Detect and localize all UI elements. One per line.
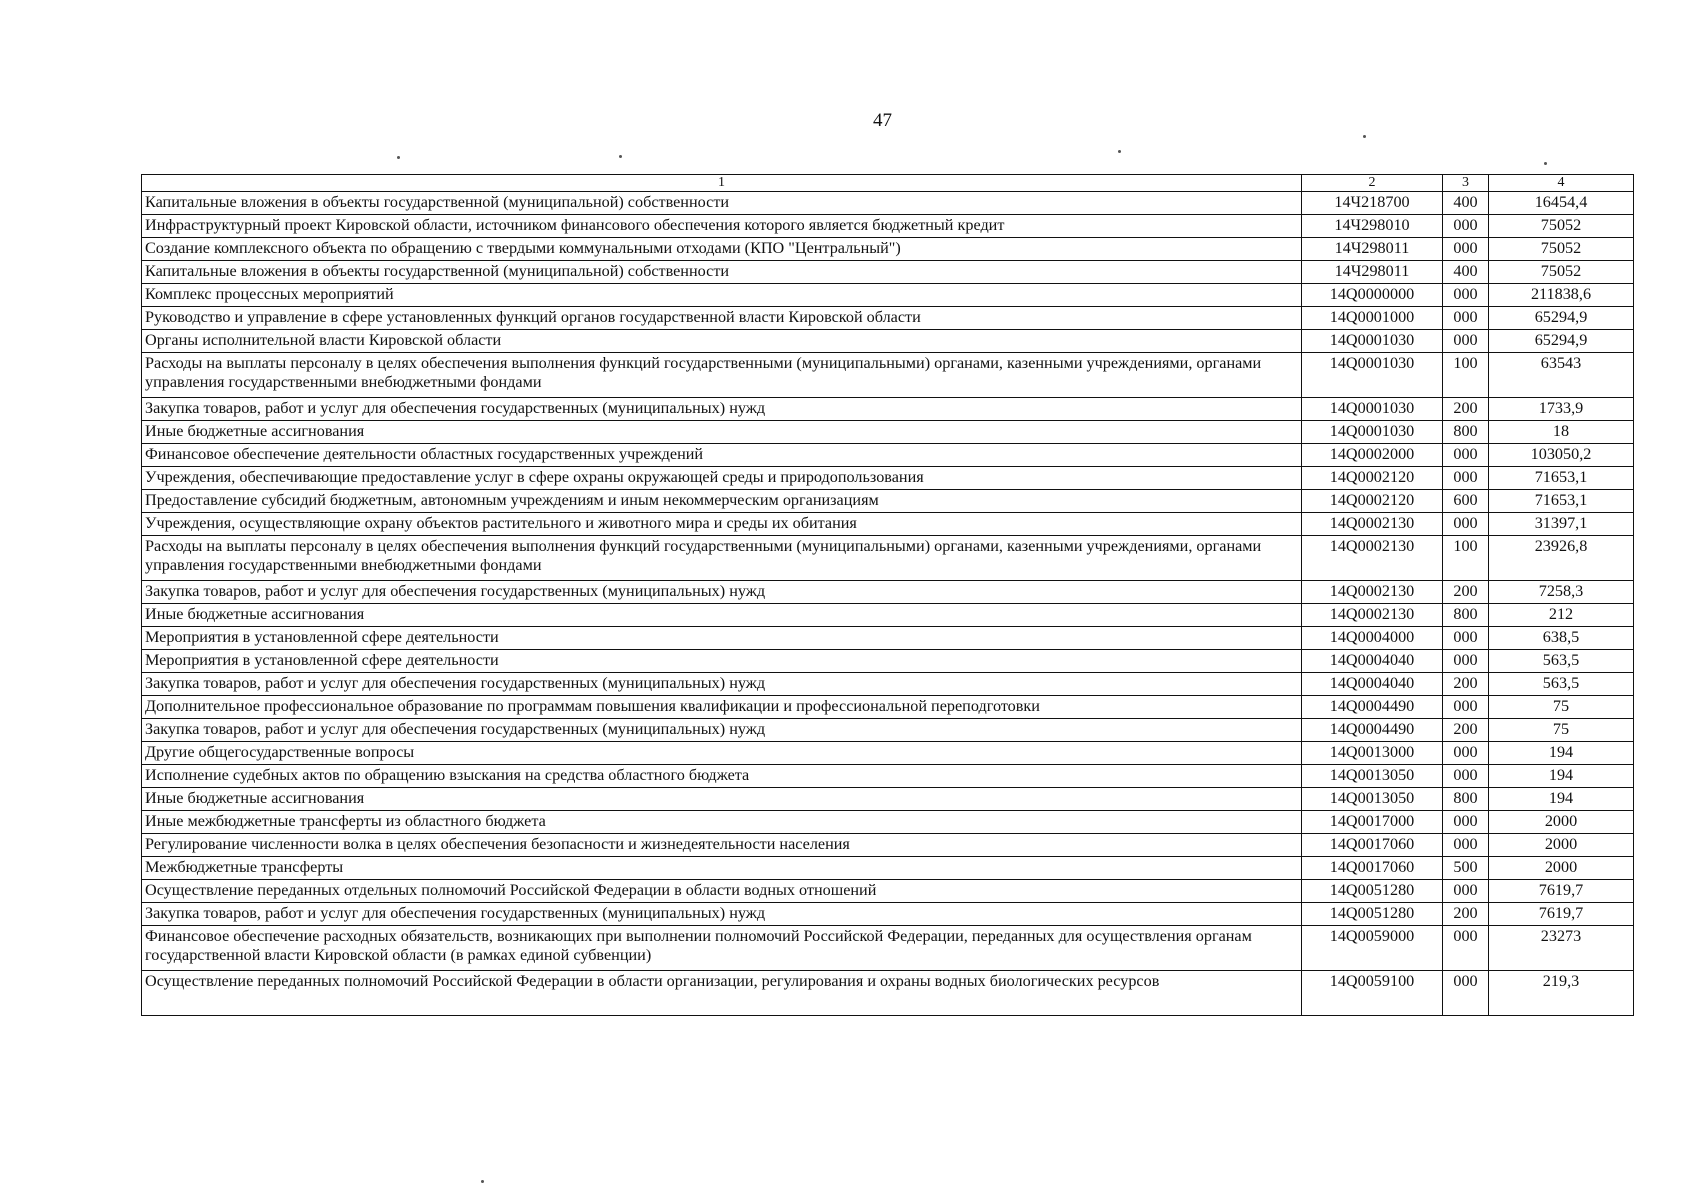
row-name-cell: Закупка товаров, работ и услуг для обеспечения государственных (муниципальных) нужд (142, 719, 1302, 742)
row-amount-cell: 194 (1489, 765, 1634, 788)
row-amount-cell: 31397,1 (1489, 513, 1634, 536)
row-code-cell: 14Q0001030 (1302, 330, 1443, 353)
row-amount-cell: 563,5 (1489, 650, 1634, 673)
row-name-cell: Регулирование численности волка в целях обеспечения безопасности и жизнедеятельности населения (142, 834, 1302, 857)
table-row (142, 307, 1634, 330)
row-amount-cell: 71653,1 (1489, 467, 1634, 490)
row-name-cell: Учреждения, осуществляющие охрану объектов растительного и животного мира и среды их обитания (142, 513, 1302, 536)
table-row (142, 719, 1634, 742)
row-expense-type-cell: 000 (1443, 834, 1489, 857)
table-row (142, 330, 1634, 353)
table-row (142, 857, 1634, 880)
row-name-cell: Предоставление субсидий бюджетным, автономным учреждениям и иным некоммерческим организациям (142, 490, 1302, 513)
table-row (142, 673, 1634, 696)
table-row (142, 926, 1634, 971)
row-amount-cell: 18 (1489, 421, 1634, 444)
row-name-cell: Комплекс процессных мероприятий (142, 284, 1302, 307)
row-amount-cell: 7619,7 (1489, 903, 1634, 926)
row-expense-type-cell: 000 (1443, 971, 1489, 1016)
row-code-cell: 14Q0001000 (1302, 307, 1443, 330)
table-row (142, 490, 1634, 513)
header-row (142, 175, 1634, 192)
row-amount-cell: 71653,1 (1489, 490, 1634, 513)
row-expense-type-cell: 500 (1443, 857, 1489, 880)
table-row (142, 215, 1634, 238)
header-cell-1: 1 (142, 175, 1302, 192)
row-expense-type-cell: 000 (1443, 627, 1489, 650)
row-expense-type-cell: 200 (1443, 398, 1489, 421)
table-row (142, 238, 1634, 261)
row-code-cell: 14Q0002130 (1302, 604, 1443, 627)
row-amount-cell: 7258,3 (1489, 581, 1634, 604)
budget-table (141, 174, 1634, 1016)
row-code-cell: 14Q0002000 (1302, 444, 1443, 467)
scan-speck (397, 156, 400, 159)
table-row (142, 467, 1634, 490)
row-expense-type-cell: 000 (1443, 513, 1489, 536)
row-expense-type-cell: 000 (1443, 467, 1489, 490)
row-name-cell: Иные бюджетные ассигнования (142, 604, 1302, 627)
row-code-cell: 14Q0013050 (1302, 765, 1443, 788)
table-row (142, 765, 1634, 788)
row-name-cell: Органы исполнительной власти Кировской области (142, 330, 1302, 353)
row-name-cell: Закупка товаров, работ и услуг для обеспечения государственных (муниципальных) нужд (142, 581, 1302, 604)
table-row (142, 880, 1634, 903)
scan-speck (1544, 162, 1547, 165)
table-row (142, 627, 1634, 650)
row-expense-type-cell: 200 (1443, 903, 1489, 926)
row-expense-type-cell: 000 (1443, 238, 1489, 261)
table-row (142, 513, 1634, 536)
row-code-cell: 14Q0017000 (1302, 811, 1443, 834)
row-name-cell: Капитальные вложения в объекты государственной (муниципальной) собственности (142, 192, 1302, 215)
row-expense-type-cell: 000 (1443, 215, 1489, 238)
row-expense-type-cell: 400 (1443, 261, 1489, 284)
row-amount-cell: 7619,7 (1489, 880, 1634, 903)
table-row (142, 284, 1634, 307)
row-name-cell: Иные бюджетные ассигнования (142, 788, 1302, 811)
table-row (142, 604, 1634, 627)
row-code-cell: 14Q0013050 (1302, 788, 1443, 811)
row-code-cell: 14Q0051280 (1302, 880, 1443, 903)
row-name-cell: Иные межбюджетные трансферты из областного бюджета (142, 811, 1302, 834)
row-name-cell: Закупка товаров, работ и услуг для обеспечения государственных (муниципальных) нужд (142, 673, 1302, 696)
row-amount-cell: 563,5 (1489, 673, 1634, 696)
table-row (142, 192, 1634, 215)
row-name-cell: Капитальные вложения в объекты государственной (муниципальной) собственности (142, 261, 1302, 284)
row-expense-type-cell: 800 (1443, 421, 1489, 444)
row-name-cell: Осуществление переданных полномочий Российской Федерации в области организации, регулирования и охраны водных биологических ресурсов (142, 971, 1302, 1016)
row-expense-type-cell: 200 (1443, 673, 1489, 696)
scan-speck (1118, 150, 1121, 153)
row-code-cell: 14Q0002130 (1302, 581, 1443, 604)
row-expense-type-cell: 200 (1443, 719, 1489, 742)
row-amount-cell: 65294,9 (1489, 330, 1634, 353)
row-name-cell: Руководство и управление в сфере установленных функций органов государственной власти Кировской области (142, 307, 1302, 330)
table-row (142, 834, 1634, 857)
row-amount-cell: 194 (1489, 788, 1634, 811)
row-code-cell: 14Q0002130 (1302, 513, 1443, 536)
row-expense-type-cell: 100 (1443, 536, 1489, 581)
row-expense-type-cell: 000 (1443, 307, 1489, 330)
row-code-cell: 14Q0002130 (1302, 536, 1443, 581)
row-code-cell: 14Q0051280 (1302, 903, 1443, 926)
row-amount-cell: 75052 (1489, 215, 1634, 238)
row-name-cell: Другие общегосударственные вопросы (142, 742, 1302, 765)
row-code-cell: 14Q0004490 (1302, 719, 1443, 742)
row-amount-cell: 2000 (1489, 834, 1634, 857)
table-row (142, 788, 1634, 811)
table-row (142, 353, 1634, 398)
row-expense-type-cell: 000 (1443, 330, 1489, 353)
row-code-cell: 14Q0002120 (1302, 490, 1443, 513)
row-expense-type-cell: 200 (1443, 581, 1489, 604)
row-name-cell: Финансовое обеспечение деятельности областных государственных учреждений (142, 444, 1302, 467)
row-expense-type-cell: 000 (1443, 880, 1489, 903)
row-amount-cell: 75 (1489, 719, 1634, 742)
row-expense-type-cell: 600 (1443, 490, 1489, 513)
row-code-cell: 14Q0013000 (1302, 742, 1443, 765)
row-expense-type-cell: 100 (1443, 353, 1489, 398)
row-code-cell: 14Q0017060 (1302, 834, 1443, 857)
row-amount-cell: 75 (1489, 696, 1634, 719)
header-cell-3: 3 (1443, 175, 1489, 192)
row-code-cell: 14Q0001030 (1302, 398, 1443, 421)
table-row (142, 536, 1634, 581)
row-name-cell: Мероприятия в установленной сфере деятельности (142, 627, 1302, 650)
row-name-cell: Расходы на выплаты персоналу в целях обеспечения выполнения функций государственными (муниципальными) органами, казенными учреждениями, органами управления государственными внебюджетными фондами (142, 536, 1302, 581)
row-name-cell: Дополнительное профессиональное образование по программам повышения квалификации и профессиональной переподготовки (142, 696, 1302, 719)
row-name-cell: Финансовое обеспечение расходных обязательств, возникающих при выполнении полномочий Российской Федерации, переданных для осуществления органам государственной власти Кировской области (в рамках единой субвенции) (142, 926, 1302, 971)
row-amount-cell: 16454,4 (1489, 192, 1634, 215)
row-code-cell: 14Ч218700 (1302, 192, 1443, 215)
row-amount-cell: 23273 (1489, 926, 1634, 971)
table-row (142, 261, 1634, 284)
page-number: 47 (873, 110, 892, 131)
row-amount-cell: 65294,9 (1489, 307, 1634, 330)
row-code-cell: 14Q0001030 (1302, 421, 1443, 444)
row-amount-cell: 194 (1489, 742, 1634, 765)
row-code-cell: 14Q0002120 (1302, 467, 1443, 490)
row-code-cell: 14Q0004000 (1302, 627, 1443, 650)
row-expense-type-cell: 000 (1443, 765, 1489, 788)
row-name-cell: Исполнение судебных актов по обращению взыскания на средства областного бюджета (142, 765, 1302, 788)
row-expense-type-cell: 800 (1443, 788, 1489, 811)
header-cell-4: 4 (1489, 175, 1634, 192)
table-body (142, 175, 1634, 1016)
row-amount-cell: 2000 (1489, 811, 1634, 834)
row-amount-cell: 23926,8 (1489, 536, 1634, 581)
row-amount-cell: 75052 (1489, 238, 1634, 261)
row-amount-cell: 63543 (1489, 353, 1634, 398)
row-code-cell: 14Q0017060 (1302, 857, 1443, 880)
row-expense-type-cell: 000 (1443, 811, 1489, 834)
row-name-cell: Закупка товаров, работ и услуг для обеспечения государственных (муниципальных) нужд (142, 903, 1302, 926)
scan-speck (1363, 135, 1366, 138)
table-row (142, 421, 1634, 444)
row-name-cell: Иные бюджетные ассигнования (142, 421, 1302, 444)
row-code-cell: 14Ч298011 (1302, 261, 1443, 284)
row-name-cell: Создание комплексного объекта по обращению с твердыми коммунальными отходами (КПО "Центральный") (142, 238, 1302, 261)
table-row (142, 742, 1634, 765)
table-row (142, 581, 1634, 604)
row-code-cell: 14Q0004040 (1302, 650, 1443, 673)
row-expense-type-cell: 000 (1443, 650, 1489, 673)
table-row (142, 811, 1634, 834)
row-name-cell: Осуществление переданных отдельных полномочий Российской Федерации в области водных отношений (142, 880, 1302, 903)
row-expense-type-cell: 000 (1443, 284, 1489, 307)
table-row (142, 971, 1634, 1016)
table-row (142, 696, 1634, 719)
table-row (142, 398, 1634, 421)
row-expense-type-cell: 400 (1443, 192, 1489, 215)
row-amount-cell: 212 (1489, 604, 1634, 627)
row-expense-type-cell: 000 (1443, 444, 1489, 467)
row-expense-type-cell: 000 (1443, 696, 1489, 719)
row-name-cell: Мероприятия в установленной сфере деятельности (142, 650, 1302, 673)
table-row (142, 444, 1634, 467)
row-name-cell: Учреждения, обеспечивающие предоставление услуг в сфере охраны окружающей среды и природопользования (142, 467, 1302, 490)
row-code-cell: 14Q0059000 (1302, 926, 1443, 971)
row-amount-cell: 103050,2 (1489, 444, 1634, 467)
row-code-cell: 14Q0000000 (1302, 284, 1443, 307)
table-row (142, 650, 1634, 673)
row-amount-cell: 1733,9 (1489, 398, 1634, 421)
row-expense-type-cell: 000 (1443, 742, 1489, 765)
scan-speck (481, 1180, 484, 1183)
row-amount-cell: 75052 (1489, 261, 1634, 284)
scan-speck (619, 155, 622, 158)
row-code-cell: 14Q0004040 (1302, 673, 1443, 696)
row-code-cell: 14Ч298011 (1302, 238, 1443, 261)
row-name-cell: Закупка товаров, работ и услуг для обеспечения государственных (муниципальных) нужд (142, 398, 1302, 421)
row-name-cell: Межбюджетные трансферты (142, 857, 1302, 880)
row-amount-cell: 638,5 (1489, 627, 1634, 650)
header-cell-2: 2 (1302, 175, 1443, 192)
row-amount-cell: 219,3 (1489, 971, 1634, 1016)
row-code-cell: 14Q0004490 (1302, 696, 1443, 719)
row-code-cell: 14Q0059100 (1302, 971, 1443, 1016)
row-amount-cell: 211838,6 (1489, 284, 1634, 307)
table-row (142, 903, 1634, 926)
row-amount-cell: 2000 (1489, 857, 1634, 880)
row-code-cell: 14Q0001030 (1302, 353, 1443, 398)
row-name-cell: Расходы на выплаты персоналу в целях обеспечения выполнения функций государственными (муниципальными) органами, казенными учреждениями, органами управления государственными внебюджетными фондами (142, 353, 1302, 398)
row-name-cell: Инфраструктурный проект Кировской области, источником финансового обеспечения которого является бюджетный кредит (142, 215, 1302, 238)
row-expense-type-cell: 800 (1443, 604, 1489, 627)
row-expense-type-cell: 000 (1443, 926, 1489, 971)
row-code-cell: 14Ч298010 (1302, 215, 1443, 238)
